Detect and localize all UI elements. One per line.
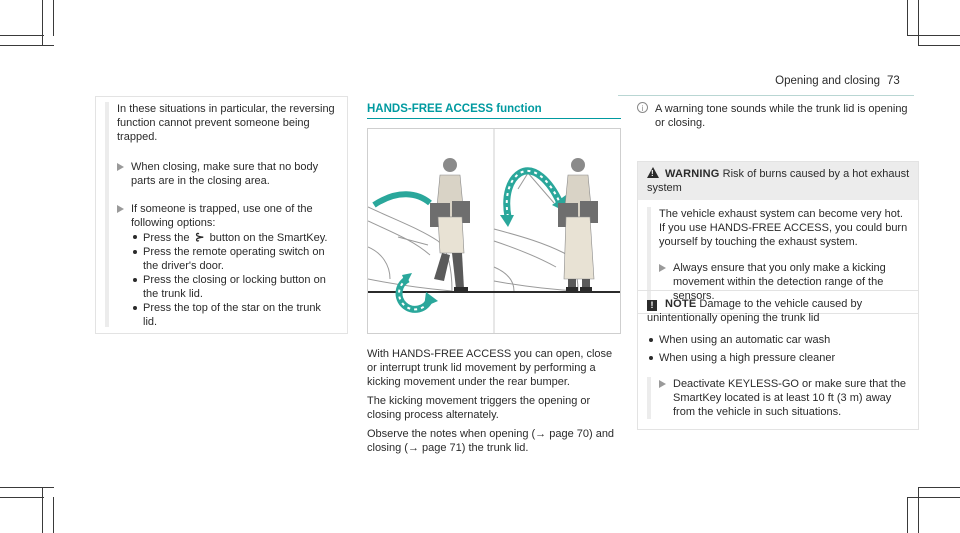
info-icon: i: [637, 102, 648, 113]
crop-mark-top-left-h: [0, 45, 54, 46]
crop-mark-top-right-h: [907, 35, 960, 36]
hands-free-description: [367, 347, 623, 460]
trapping-options-content: [105, 102, 337, 327]
list-item: Press the top of the star on the trunk lid.: [131, 301, 337, 329]
step-arrow-icon: [659, 380, 666, 388]
trunk-key-icon: ⊱: [194, 230, 205, 244]
step-arrow-icon: [117, 163, 124, 171]
note-heading: Damage to the vehicle caused by unintentionally opening the trunk lid: [647, 298, 863, 324]
list-item: When using an automatic car wash: [647, 333, 910, 347]
intro-text: In these situations in particular, the reversing function cannot prevent someone being trapped.: [117, 103, 335, 143]
list-item: Press the remote operating switch on the driver's door.: [131, 245, 337, 273]
note-indent: [647, 377, 910, 419]
bullet-icon: [649, 338, 653, 342]
crop-mark-bottom-right-h2: [918, 487, 960, 488]
list-item: Press the closing or locking button on the trunk lid.: [131, 273, 337, 301]
trapping-options-box: [95, 96, 348, 334]
description-para-2: The kicking movement triggers the opening or closing process alternately.: [367, 395, 591, 421]
description-para-3: Observe the notes when opening (→ page 70) and closing (→ page 71) the trunk lid.: [367, 428, 615, 454]
crop-mark-top-right-v: [907, 0, 908, 36]
warning-triangle-icon: !: [647, 167, 659, 178]
step-arrow-icon: [117, 205, 124, 213]
list-item: When using a high pressure cleaner: [647, 351, 910, 365]
crop-mark-bottom-left-v2: [53, 497, 54, 533]
warning-header: [638, 162, 918, 200]
hands-free-illustration: [368, 129, 620, 333]
note-bullets: [647, 333, 910, 365]
crop-mark-top-left-v2: [53, 0, 54, 36]
person-icon: [430, 158, 470, 291]
bullet-icon: [133, 306, 137, 310]
warning-label: WARNING: [665, 168, 720, 180]
note-step: [659, 377, 910, 419]
heading-rule: [367, 118, 621, 119]
crop-mark-bottom-left-v: [42, 487, 43, 533]
options-list: [131, 230, 337, 329]
step-trapped: [117, 202, 337, 329]
crop-mark-bottom-right-v: [907, 497, 908, 533]
crop-mark-top-right-v2: [918, 0, 919, 46]
crop-mark-top-left-v: [42, 0, 43, 46]
section-title: Opening and closing: [775, 75, 880, 87]
step-arrow-icon: [659, 264, 666, 272]
description-para-1: With HANDS-FREE ACCESS you can open, close or interrupt trunk lid movement by performing a kicking movement under the rear bumper.: [367, 348, 613, 388]
info-line: [637, 102, 919, 130]
page-number: 73: [887, 75, 900, 87]
section-heading: HANDS-FREE ACCESS function: [367, 103, 542, 115]
bullet-icon: [649, 356, 653, 360]
note-box: [637, 290, 919, 430]
step-trapped-text: If someone is trapped, use one of the following options:: [131, 203, 313, 229]
info-note: [637, 102, 919, 130]
crop-mark-top-right-h2: [918, 45, 960, 46]
warning-step-text: Always ensure that you only make a kicking movement within the detection range of the sensors.: [673, 262, 886, 302]
step-closing: [117, 160, 337, 188]
note-body: [638, 329, 918, 429]
crop-mark-bottom-left-h: [0, 487, 54, 488]
crop-mark-bottom-right-h: [907, 497, 960, 498]
note-header: [638, 291, 918, 329]
hands-free-figure: [367, 128, 621, 334]
header-rule: [618, 95, 914, 96]
warning-heading: Risk of burns caused by a hot exhaust system: [647, 168, 910, 194]
bullet-icon: [133, 278, 137, 282]
note-step-text: Deactivate KEYLESS-GO or make sure that the SmartKey located is at least 10 ft (3 m) away from the vehicle in such situations.: [673, 378, 906, 418]
bullet-icon: [133, 235, 137, 239]
person-icon: [558, 158, 598, 291]
exclamation-icon: !: [647, 300, 657, 311]
crop-mark-top-left-h2: [0, 35, 44, 36]
info-text: A warning tone sounds while the trunk lid is opening or closing.: [655, 103, 908, 129]
crop-mark-bottom-left-h2: [0, 497, 44, 498]
warning-indent: [647, 207, 910, 303]
bullet-icon: [133, 250, 137, 254]
warning-body-text: The vehicle exhaust system can become very hot. If you use HANDS-FREE ACCESS, you could burn yourself by touching the exhaust system.: [659, 208, 908, 248]
list-item: Press the ⊱ button on the SmartKey.: [131, 230, 337, 245]
step-closing-text: When closing, make sure that no body parts are in the closing area.: [131, 161, 319, 187]
crop-mark-bottom-right-v2: [918, 487, 919, 533]
note-label: NOTE: [665, 298, 697, 310]
